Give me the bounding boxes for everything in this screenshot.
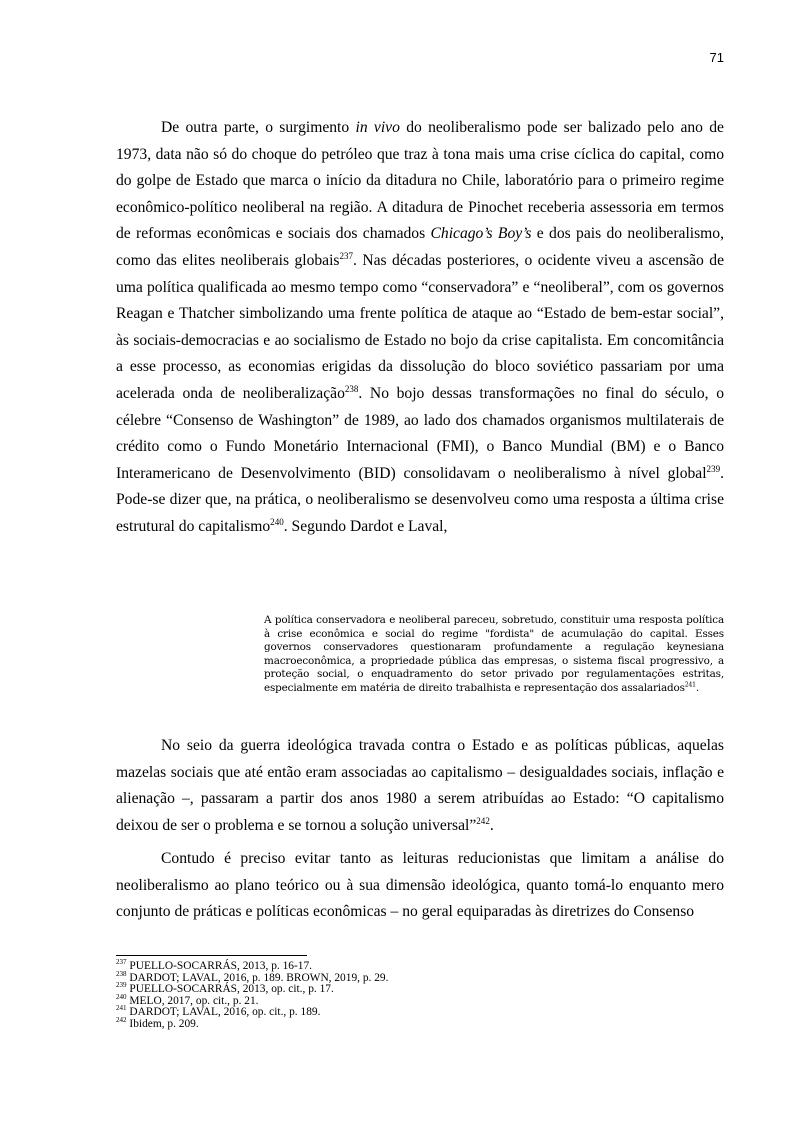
paragraph-text: . No bojo dessas transformações no final do século, o célebre “Consenso de Washington” de 1989, ao lado dos chamados organismos multilaterais de crédito como o Fundo Monetário Internacional (FMI), o Banco Mundial (BM) e o Banco Interamericano de Desenvolvimento (BID) consolidavam o neoliberalismo à nível global (116, 384, 724, 482)
page-number: 71 (709, 50, 724, 65)
footnote-number: 237 (116, 958, 127, 967)
body-paragraph-1 (116, 115, 724, 541)
paragraph-text: . Nas décadas posteriores, o ocidente viveu a ascensão de uma política qualificada ao mesmo tempo como “conservadora” e “neoliberal”, com os governos Reagan e Thatcher simbolizando uma frente política de ataque ao “Estado de bem-estar social”, às sociais-democracias e ao socialismo de Estado no bojo da crise capitalista. Em concomitância a esse processo, as economias erigidas da dissolução do bloco soviético passariam por uma acelerada onda de neoliberalização (116, 251, 724, 402)
footnote-number: 242 (116, 1016, 127, 1025)
footnote-text: Ibidem, p. 209. (126, 1017, 199, 1030)
paragraph-text: No seio da guerra ideológica travada contra o Estado e as políticas públicas, aquelas mazelas sociais que até então eram associadas ao capitalismo – desigualdades sociais, inflação e alienação –, passaram a partir dos anos 1980 a serem atribuídas ao Estado: “O capitalismo deixou de ser o problema e se tornou a solução universal” (116, 737, 724, 834)
paragraph-text: do neoliberalismo pode ser balizado pelo ano de 1973, data não só do choque do petróleo que traz à tona mais uma crise cíclica do capital, como do golpe de Estado que marca o início da ditadura no Chile, laboratório para o primeiro regime econômico-político neoliberal na região. A ditadura de Pinochet receberia assessoria em termos de reformas econômicas e sociais dos chamados (116, 119, 724, 243)
footnotes-list (116, 958, 724, 1031)
footnote-ref[interactable]: 240 (270, 516, 284, 527)
body-paragraph-2 (116, 733, 724, 839)
footnote-number: 240 (116, 992, 127, 1001)
quote-end: . (695, 681, 700, 694)
footnote-text: DARDOT; LAVAL, 2016, op. cit., p. 189. (126, 1006, 321, 1019)
footnote-ref[interactable]: 237 (339, 250, 354, 261)
footnote-text: PUELLO-SOCARRÁS, 2013, p. 16-17. (126, 960, 313, 972)
body-paragraph-3 (116, 846, 724, 926)
footnote-item (116, 1016, 724, 1031)
footnote-text: DARDOT; LAVAL, 2016, p. 189. BROWN, 2019, p. 29. (126, 971, 389, 984)
footnote-ref[interactable]: 242 (476, 815, 490, 826)
footnote-text: MELO, 2017, op. cit., p. 21. (126, 994, 259, 1007)
footnote-text: PUELLO-SOCARRÁS, 2013, op. cit., p. 17. (126, 983, 334, 996)
footnote-number: 239 (116, 981, 127, 990)
footnote-ref[interactable]: 238 (344, 383, 359, 394)
italic-term: in vivo (355, 119, 400, 136)
block-quote (264, 614, 724, 696)
footnote-ref[interactable]: 241 (684, 681, 696, 689)
footnote-number: 241 (116, 1004, 127, 1013)
italic-term: Chicago’s Boy’s (430, 225, 532, 243)
paragraph-text: De outra parte, o surgimento (161, 119, 356, 136)
paragraph-text: . Segundo Dardot e Laval, (283, 517, 448, 535)
footnote-ref[interactable]: 239 (706, 463, 721, 474)
paragraph-text: Contudo é preciso evitar tanto as leituras reducionistas que limitam a análise do neoliberalismo ao plano teórico ou à sua dimensão ideológica, quanto tomá-lo enquanto mero conjunto de práticas e políticas econômicas – no geral equiparadas às diretrizes do Consenso (116, 850, 724, 921)
paragraph-text: . Pode-se dizer que, na prática, o neoliberalismo se desenvolveu como uma resposta a última crise estrutural do capitalismo (116, 464, 724, 535)
paragraph-text: e dos pais do neoliberalismo, como das elites neoliberais globais (116, 225, 725, 269)
quote-text: A política conservadora e neoliberal pareceu, sobretudo, constituir uma resposta política à crise econômica e social do regime "fordista" de acumulação do capital. Esses governos conservadores questionaram profundamente a regulação keynesiana macroeconômica, a propriedade pública das empresas, o sistema fiscal progressivo, a proteção social, o enquadramento do setor privado por regulamentações estritas, especialmente em matéria de direito trabalhista e representação dos assalariados (264, 614, 724, 694)
footnote-item (116, 1004, 724, 1019)
footnote-number: 238 (116, 969, 127, 978)
paragraph-end: . (489, 816, 494, 834)
footnote-separator (116, 955, 307, 956)
